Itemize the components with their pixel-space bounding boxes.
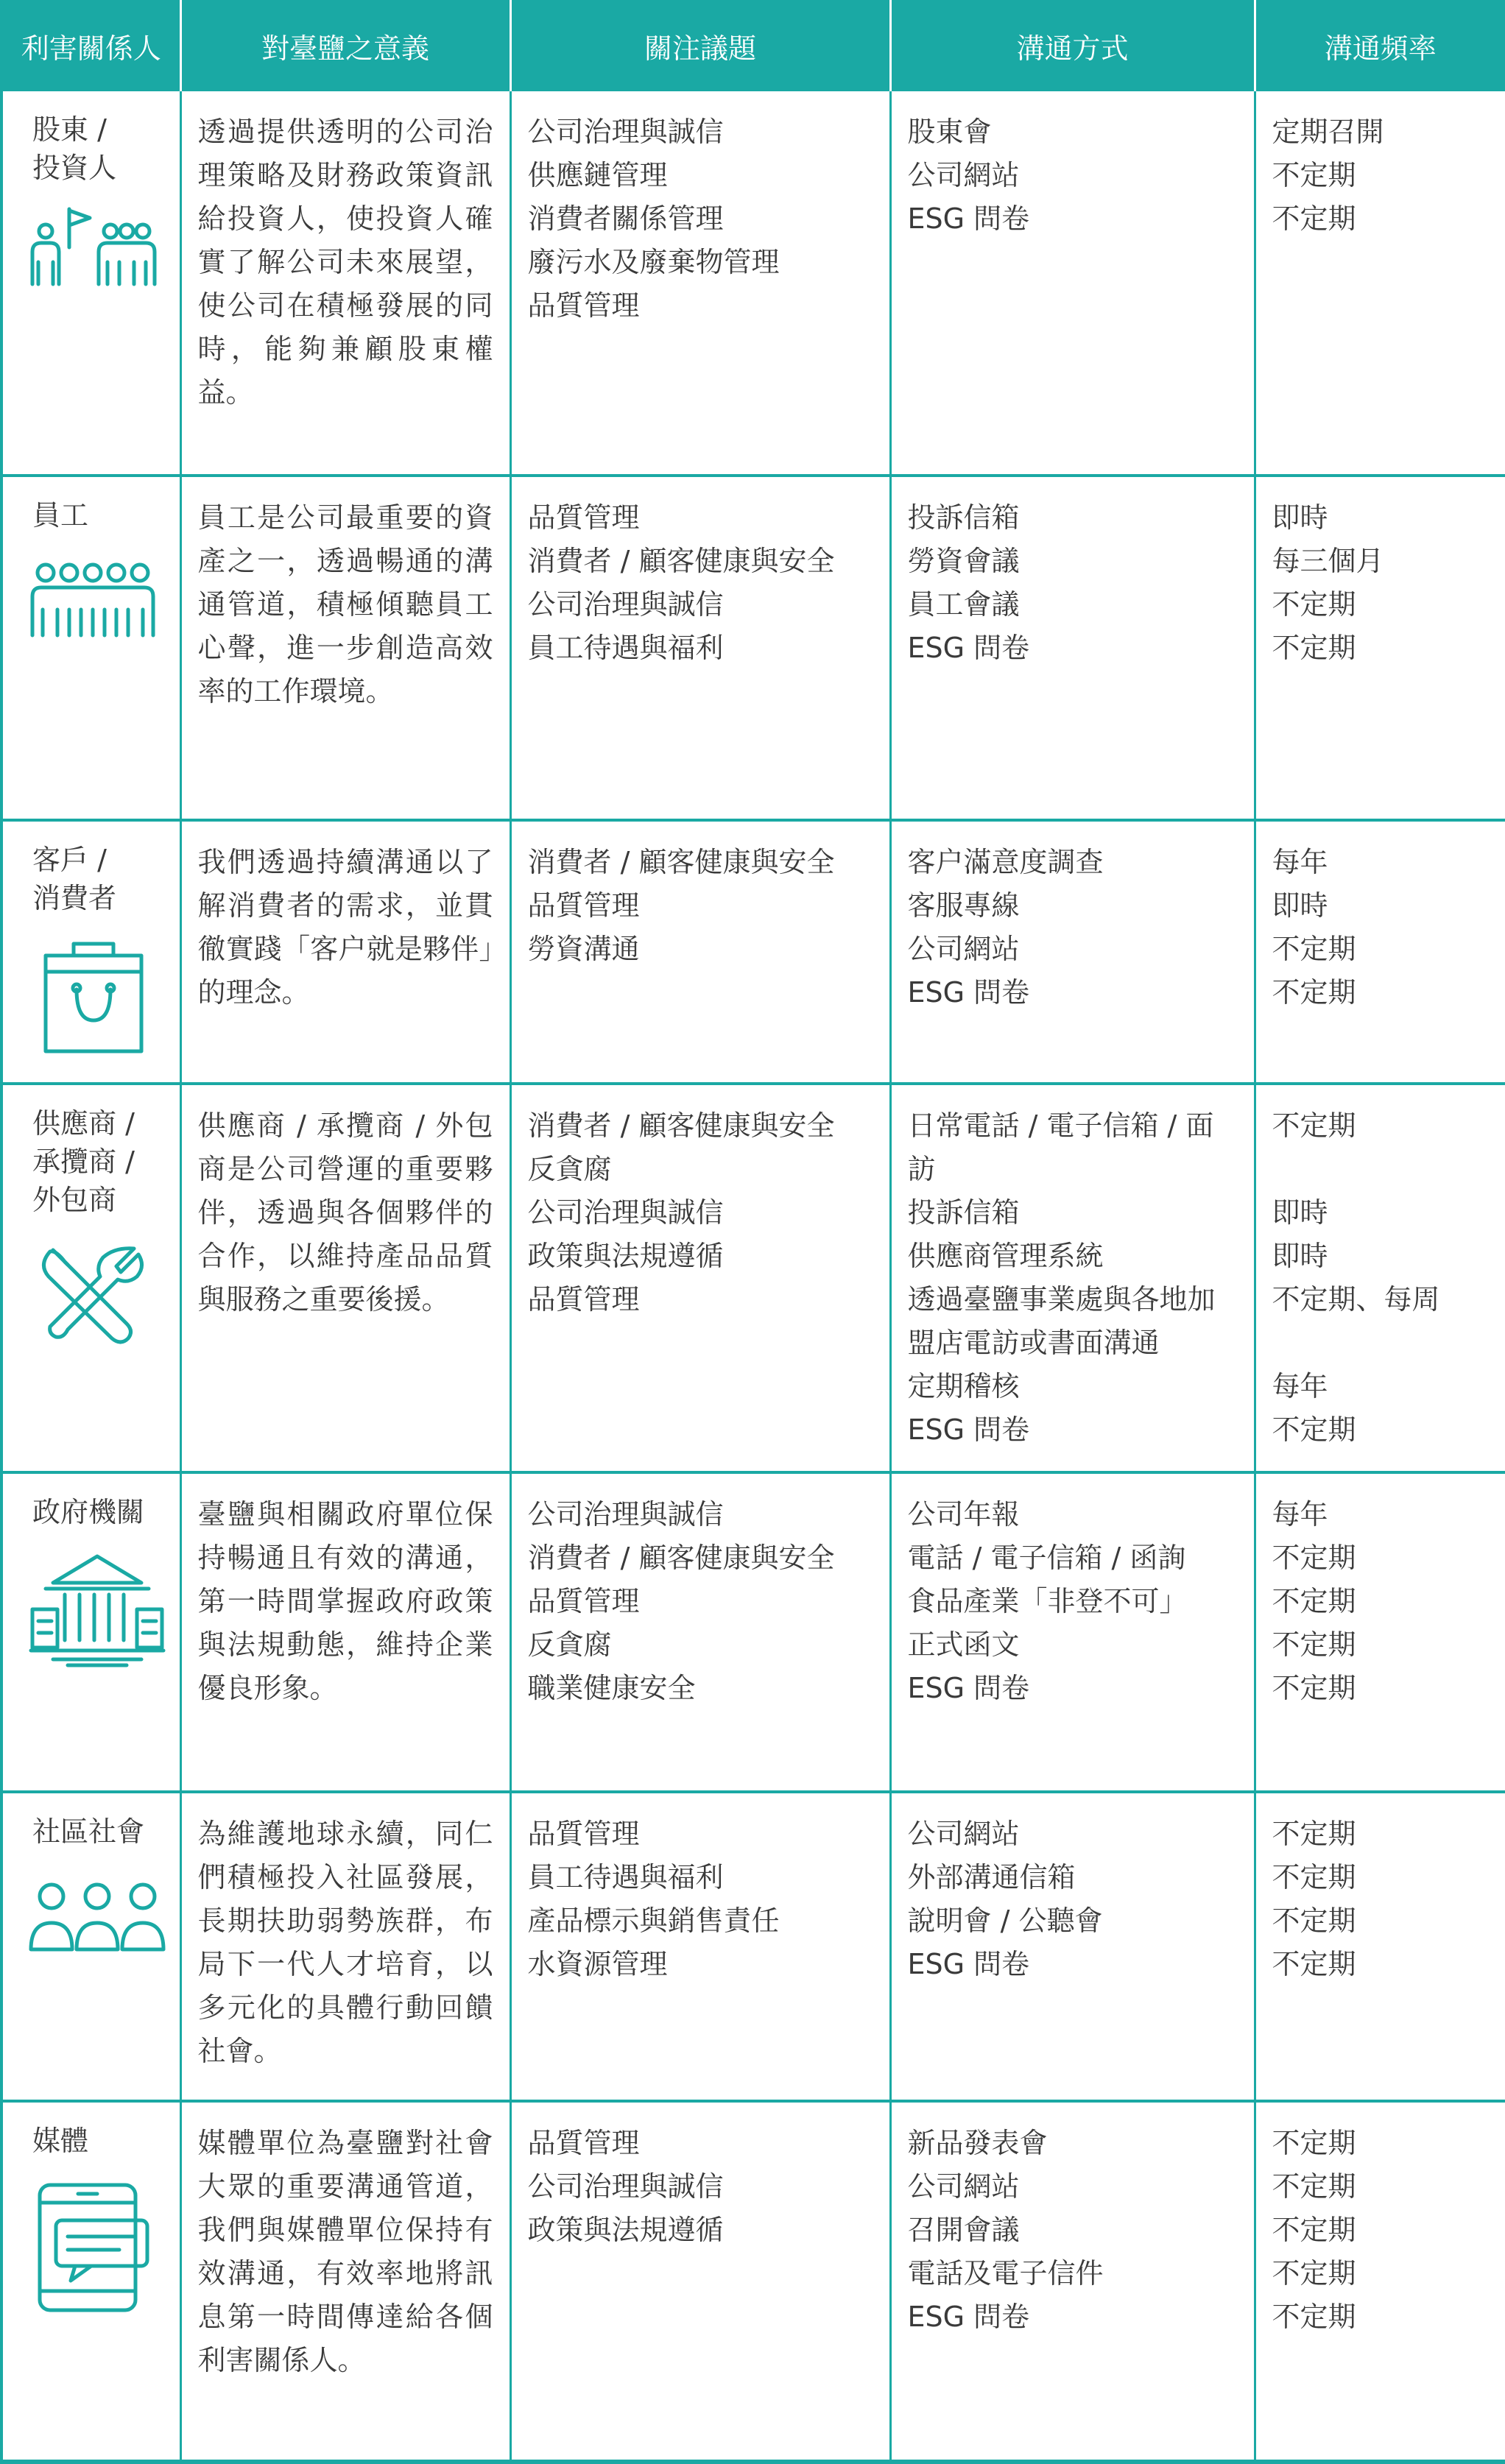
meaning-cell [180,476,510,820]
frequency-item: 不定期 [1272,202,1356,235]
investor-icon [24,203,174,304]
stakeholder-cell [1,1084,180,1472]
header-row [1,0,1505,91]
stakeholder-name: 媒體 [32,2125,89,2157]
topic-item: 公司治理與誠信 [527,1498,724,1531]
channel-item: 客户滿意度調查 [907,846,1104,878]
frequency-item: 不定期 [1272,2170,1356,2203]
meaning-cell [180,91,510,476]
topic-item: 供應鏈管理 [527,159,668,191]
frequency-item: 不定期 [1272,2257,1356,2290]
table-body [1,91,1505,2462]
channel-item: 新品發表會 [907,2127,1048,2159]
frequency-item: 不定期 [1272,159,1356,191]
meaning-text: 員工是公司最重要的資產之一，透過暢通的溝通管道，積極傾聽員工心聲，進一步創造高效率的工作環境。 [197,501,493,707]
frequency-cell [1255,1084,1505,1472]
topic-item: 員工待遇與福利 [527,1861,724,1893]
channels-cell [890,1084,1255,1472]
meaning-cell [180,1472,510,1792]
table-row [1,820,1505,1084]
frequency-item: 不定期 [1272,588,1356,621]
topic-item: 品質管理 [527,501,640,534]
topic-item: 水資源管理 [527,1948,668,1980]
shopping-bag-icon [24,933,174,1071]
frequency-item: 定期召開 [1272,116,1384,148]
frequency-item: 不定期、每周 [1272,1283,1440,1316]
topic-item: 消費者 / 顧客健康與安全 [527,846,835,878]
channel-item: 股東會 [907,116,992,148]
community-icon [24,1867,174,1983]
channels-cell [890,1472,1255,1792]
channel-item: 公司網站 [907,2170,1020,2203]
channel-item: 公司網站 [907,933,1020,965]
frequency-item: 即時 [1272,1196,1328,1229]
frequency-item: 不定期 [1272,1542,1356,1574]
frequency-item: 即時 [1272,501,1328,534]
stakeholder-cell [1,820,180,1084]
topic-item: 公司治理與誠信 [527,1196,724,1229]
meaning-cell [180,1792,510,2101]
stakeholder-name: 社區社會 [32,1815,145,1848]
frequency-item: 不定期 [1272,1628,1356,1661]
frequency-item: 每年 [1272,1498,1328,1531]
channel-item: 食品產業「非登不可」 [907,1585,1188,1617]
frequency-item: 不定期 [1272,1109,1356,1142]
table-row [1,2101,1505,2462]
meaning-text: 為維護地球永續，同仁們積極投入社區發展，長期扶助弱勢族群，布局下一代人才培育，以多元化的具體行動回饋社會。 [197,1818,493,2067]
topics-cell [510,1472,890,1792]
media-tablet-icon [24,2176,174,2329]
frequency-cell [1255,2101,1505,2462]
channel-item: 勞資會議 [907,545,1020,577]
frequency-cell [1255,1472,1505,1792]
channel-item: 定期稽核 [907,1370,1020,1402]
frequency-item: 每年 [1272,1370,1328,1402]
topics-cell [510,1084,890,1472]
topic-item: 公司治理與誠信 [527,2170,724,2203]
topics-cell [510,2101,890,2462]
channel-item: 投訴信箱 [907,501,1020,534]
stakeholder-name: 員工 [32,499,89,532]
topic-item: 勞資溝通 [527,933,640,965]
stakeholder-cell [1,2101,180,2462]
topic-item: 品質管理 [527,2127,640,2159]
channel-item: 客服專線 [907,889,1020,922]
topic-item: 職業健康安全 [527,1672,696,1704]
table-row [1,1792,1505,2101]
frequency-item: 不定期 [1272,976,1356,1009]
topic-item: 消費者 / 顧客健康與安全 [527,1109,835,1142]
channel-item: ESG 問卷 [907,1672,1030,1704]
channel-item: 正式函文 [907,1628,1020,1661]
channel-item: ESG 問卷 [907,202,1030,235]
stakeholder-name: 客戶 / 消費者 [32,844,117,914]
channel-item: 召開會議 [907,2214,1020,2246]
frequency-item: 不定期 [1272,2214,1356,2246]
channel-item: ESG 問卷 [907,976,1030,1009]
topic-item: 品質管理 [527,289,640,322]
topic-item: 消費者 / 顧客健康與安全 [527,1542,835,1574]
frequency-cell [1255,91,1505,476]
channel-item: 供應商管理系統 [907,1240,1104,1272]
topic-item: 政策與法規遵循 [527,1240,724,1272]
meaning-text: 供應商 / 承攬商 / 外包商是公司營運的重要夥伴，透過與各個夥伴的合作，以維持產品品質與服務之重要後援。 [197,1109,493,1316]
topic-item: 公司治理與誠信 [527,116,724,148]
stakeholder-name: 政府機關 [32,1496,145,1528]
channels-cell [890,820,1255,1084]
frequency-item: 每年 [1272,846,1328,878]
frequency-cell [1255,476,1505,820]
table-row [1,1472,1505,1792]
channels-cell [890,91,1255,476]
frequency-item: 不定期 [1272,2127,1356,2159]
topic-item: 品質管理 [527,1283,640,1316]
frequency-item: 每三個月 [1272,545,1384,577]
frequency-item: 不定期 [1272,1818,1356,1850]
topic-item: 品質管理 [527,889,640,922]
channel-item: 公司網站 [907,159,1020,191]
topic-item: 產品標示與銷售責任 [527,1905,780,1937]
topics-cell [510,1792,890,2101]
topic-item: 員工待遇與福利 [527,632,724,664]
frequency-item: 不定期 [1272,1948,1356,1980]
topic-item: 公司治理與誠信 [527,588,724,621]
topics-cell [510,820,890,1084]
topics-cell [510,476,890,820]
header-frequency: 溝通頻率 [1255,0,1505,91]
meaning-text: 我們透過持續溝通以了解消費者的需求，並貫徹實踐「客户就是夥伴」的理念。 [197,846,493,1009]
channel-item: 外部溝通信箱 [907,1861,1076,1893]
topic-item: 反貪腐 [527,1153,612,1185]
channel-item: 日常電話 / 電子信箱 / 面訪 [907,1109,1214,1185]
table-row [1,1084,1505,1472]
employees-icon [24,551,174,652]
frequency-item: 不定期 [1272,933,1356,965]
stakeholder-cell [1,91,180,476]
channel-item: ESG 問卷 [907,1948,1030,1980]
frequency-item [1272,1321,1490,1365]
header-topics: 關注議題 [510,0,890,91]
topic-item: 消費者關係管理 [527,202,724,235]
topic-item: 品質管理 [527,1585,640,1617]
table-row [1,476,1505,820]
channel-item: 電話 / 電子信箱 / 函詢 [907,1542,1186,1574]
frequency-item: 不定期 [1272,1672,1356,1704]
frequency-item: 不定期 [1272,632,1356,664]
table-row [1,91,1505,476]
header-channels: 溝通方式 [890,0,1255,91]
topic-item: 政策與法規遵循 [527,2214,724,2246]
stakeholder-cell [1,1792,180,2101]
government-building-icon [24,1547,174,1685]
channel-item: ESG 問卷 [907,1413,1030,1446]
channel-item: ESG 問卷 [907,632,1030,664]
frequency-item: 不定期 [1272,1905,1356,1937]
channels-cell [890,1792,1255,2101]
header-meaning: 對臺鹽之意義 [180,0,510,91]
meaning-cell [180,1084,510,1472]
meaning-text: 媒體單位為臺鹽對社會大眾的重要溝通管道，我們與媒體單位保持有效溝通，有效率地將訊息第一時間傳達給各個利害關係人。 [197,2127,493,2376]
frequency-item: 不定期 [1272,1585,1356,1617]
channel-item: 公司網站 [907,1818,1020,1850]
stakeholder-name: 供應商 / 承攬商 / 外包商 [32,1107,135,1216]
channel-item: ESG 問卷 [907,2301,1030,2333]
stakeholder-cell [1,1472,180,1792]
stakeholder-cell [1,476,180,820]
meaning-cell [180,820,510,1084]
channel-item: 透過臺鹽事業處與各地加盟店電訪或書面溝通 [907,1283,1216,1359]
channel-item: 投訴信箱 [907,1196,1020,1229]
frequency-cell [1255,820,1505,1084]
table-header [1,0,1505,91]
channels-cell [890,2101,1255,2462]
channel-item: 電話及電子信件 [907,2257,1104,2290]
tools-icon [24,1235,174,1366]
frequency-item [1272,1148,1490,1191]
channel-item: 員工會議 [907,588,1020,621]
header-stakeholder: 利害關係人 [1,0,180,91]
stakeholder-name: 股東 / 投資人 [32,113,117,184]
frequency-item: 不定期 [1272,1413,1356,1446]
frequency-item: 不定期 [1272,2301,1356,2333]
meaning-text: 臺鹽與相關政府單位保持暢通且有效的溝通，第一時間掌握政府政策與法規動態，維持企業優良形象。 [197,1498,493,1704]
frequency-cell [1255,1792,1505,2101]
topic-item: 消費者 / 顧客健康與安全 [527,545,835,577]
channel-item: 公司年報 [907,1498,1020,1531]
topic-item: 反貪腐 [527,1628,612,1661]
frequency-item: 即時 [1272,1240,1328,1272]
channels-cell [890,476,1255,820]
channel-item: 說明會 / 公聽會 [907,1905,1103,1937]
frequency-item: 即時 [1272,889,1328,922]
topic-item: 品質管理 [527,1818,640,1850]
meaning-cell [180,2101,510,2462]
topic-item: 廢污水及廢棄物管理 [527,246,780,278]
meaning-text: 透過提供透明的公司治理策略及財務政策資訊給投資人，使投資人確實了解公司未來展望，使公司在積極發展的同時，能夠兼顧股東權益。 [197,116,493,409]
topics-cell [510,91,890,476]
frequency-item: 不定期 [1272,1861,1356,1893]
